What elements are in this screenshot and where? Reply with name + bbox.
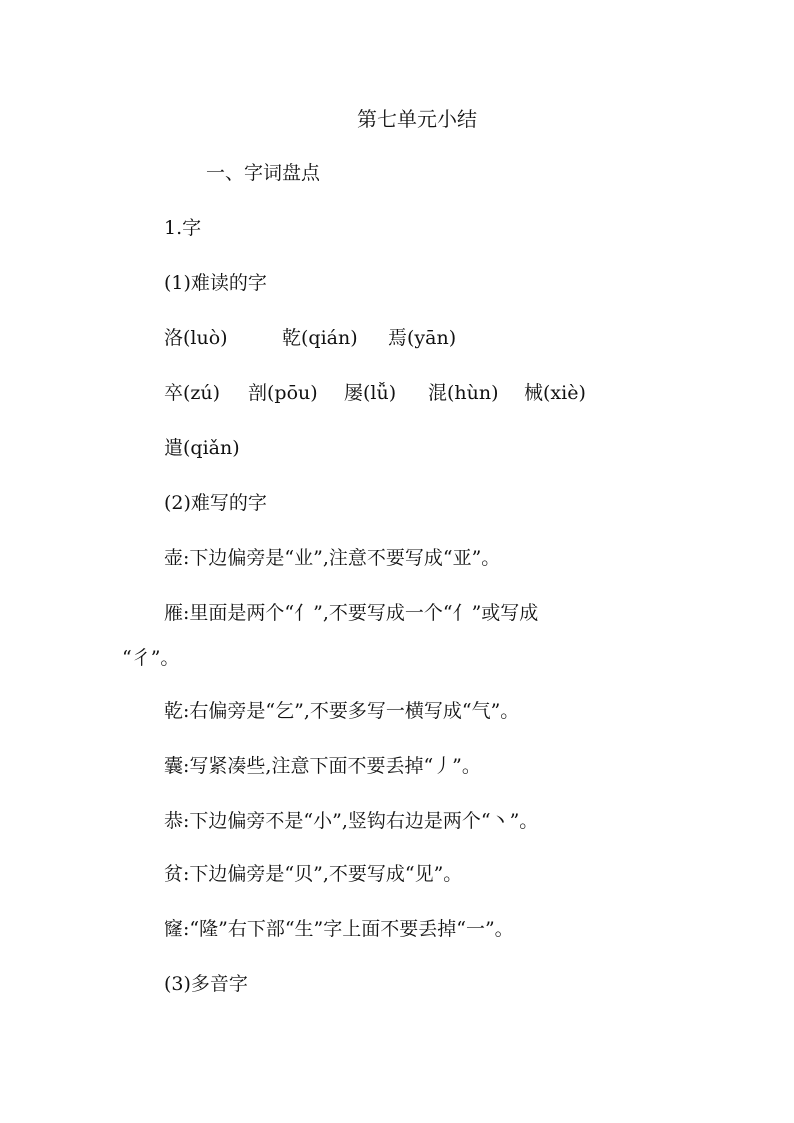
pinyin-entry: 械(xiè) [524, 382, 586, 404]
page-title: 第七单元小结 [357, 107, 477, 131]
subheading-characters: 1.字 [164, 217, 202, 239]
write-note-long: 窿:“隆”右下部“生”字上面不要丢掉“一”。 [164, 918, 514, 940]
pinyin-entry: 洛(luò) [164, 327, 228, 349]
write-note-nang: 囊:写紧凑些,注意下面不要丢掉“丿”。 [164, 755, 481, 777]
section-heading-word-review: 一、字词盘点 [206, 162, 321, 184]
pinyin-entry: 剖(pōu) [248, 382, 318, 404]
pinyin-entry: 混(hùn) [428, 382, 499, 404]
write-note-qian: 乾:右偏旁是“乞”,不要多写一横写成“气”。 [164, 700, 520, 722]
pinyin-entry: 焉(yān) [388, 327, 457, 349]
write-note-gong: 恭:下边偏旁不是“小”,竖钩右边是两个“丶”。 [164, 810, 539, 832]
subheading-polyphonic: (3)多音字 [164, 973, 248, 995]
pinyin-entry: 卒(zú) [164, 382, 221, 404]
write-note-pin: 贫:下边偏旁是“贝”,不要写成“见”。 [164, 863, 463, 885]
pinyin-row-3 [164, 436, 240, 460]
pinyin-entry: 遣(qiǎn) [164, 437, 240, 459]
pinyin-entry: 乾(qián) [282, 327, 358, 349]
write-note-hu: 壶:下边偏旁是“业”,注意不要写成“亚”。 [164, 547, 501, 569]
write-note-yan: 雁:里面是两个“亻”,不要写成一个“亻”或写成 [164, 602, 539, 624]
subheading-hard-to-read: (1)难读的字 [164, 272, 267, 294]
pinyin-entry: 屡(lǚ) [344, 382, 397, 404]
write-note-yan-continued: “彳”。 [122, 647, 180, 669]
pinyin-row-1 [164, 326, 456, 350]
pinyin-row-2 [164, 381, 586, 405]
subheading-hard-to-write: (2)难写的字 [164, 492, 267, 514]
